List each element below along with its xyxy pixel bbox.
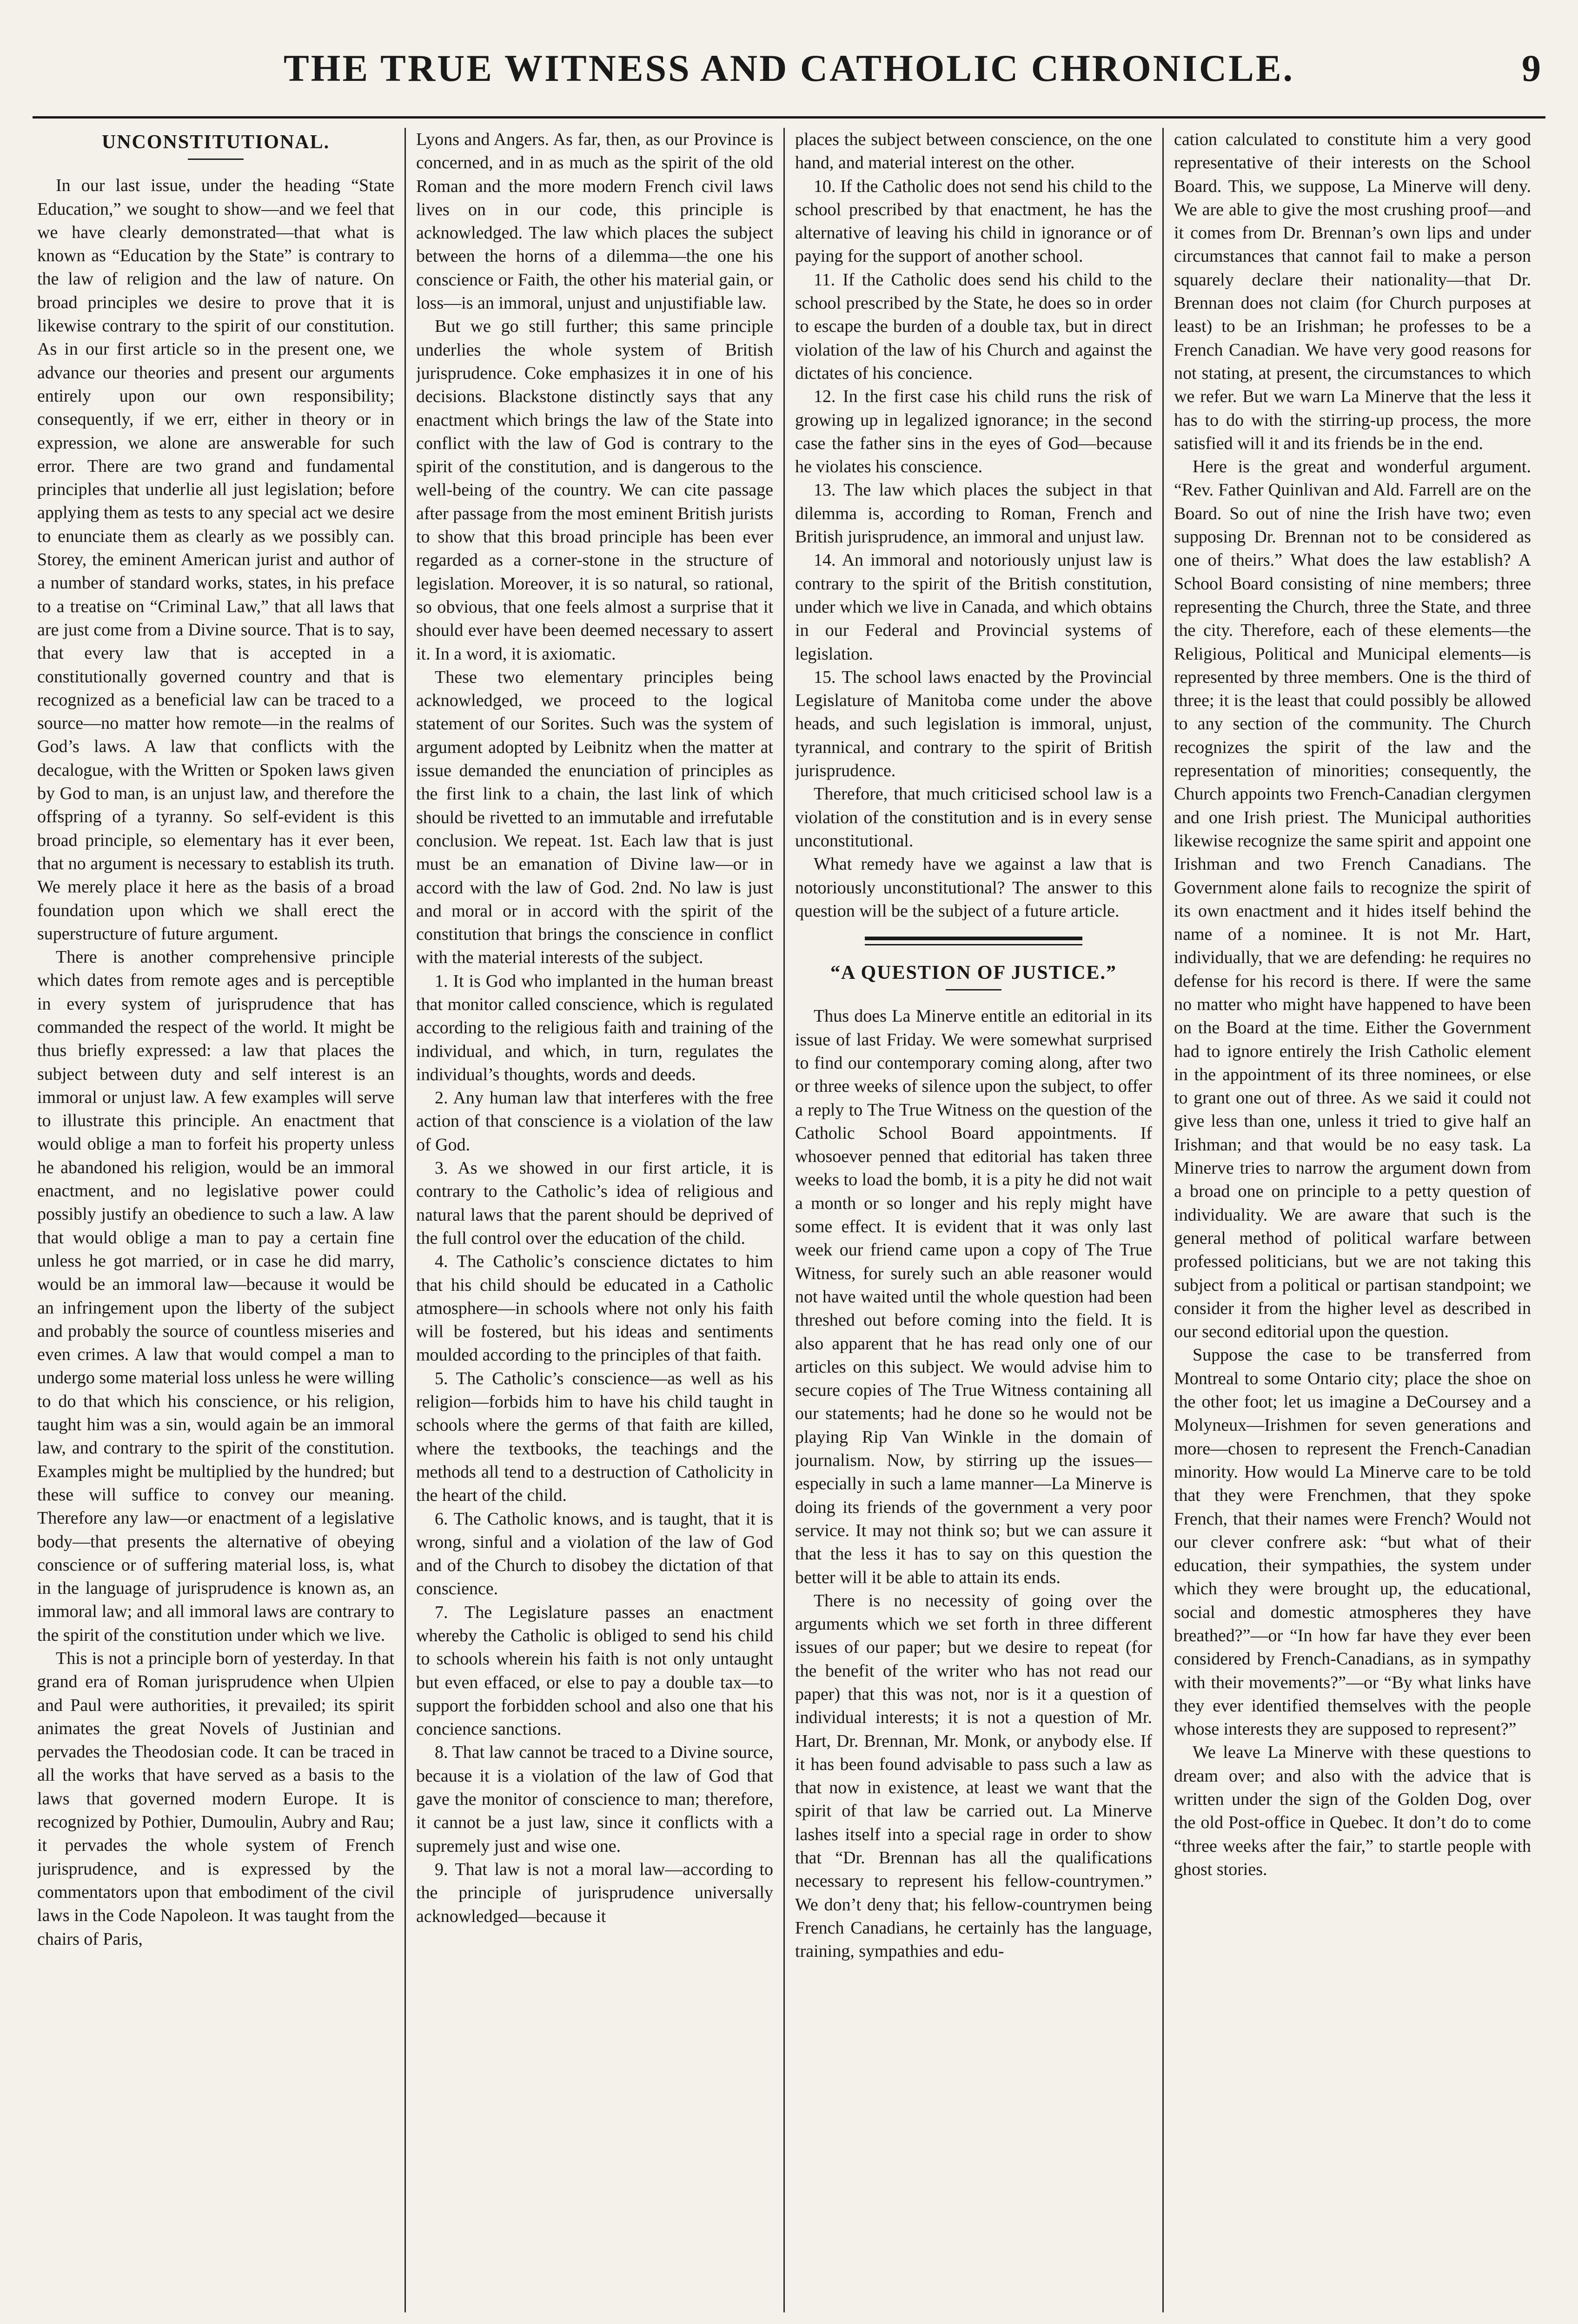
paragraph: But we go still further; this same principle underlies the whole system of British jurisprudence. Coke emphasizes it in one of his decisions. Blackstone distinctly says that any enactment which brings the law of the State into conflict with the law of God is contrary to the spirit of the constitution, and is dangerous to the well-being of the country. We can cite passage after passage from the most eminent British jurists to show that this broad principle has been ever regarded as a corner-stone in the structure of legislation. Moreover, it is so natural, so rational, so obvious, that one feels almost a surprise that it should ever have been deemed necessary to assert it. In a word, it is axiomatic. <box>416 317 773 664</box>
divider-thin-rule <box>865 944 1082 945</box>
article-heading-unconstitutional: UNCONSTITUTIONAL. <box>101 132 330 153</box>
column-1 <box>37 128 394 2312</box>
paragraph: Suppose the case to be transferred from Montreal to some Ontario city; place the shoe on the other foot; let us imagine a DeCoursey and a Molyneux—Irishmen for seven generations and more—chosen to represent the French-Canadian minority. How would La Minerve care to be told that they were Frenchmen, that they spoke French, that their names were French? Would not our clever confrere ask: “but what of their education, their sympathies, the system under which they were brought up, the educational, social and domestic atmospheres they have breathed?”—or “In how far have they ever been considered by French-Canadians, as in sympathy with their movements?”—or “By what links have they ever identified themselves with the people whose interests they are supposed to represent?” <box>1174 1345 1531 1739</box>
heading-rule <box>946 989 1001 990</box>
paragraph: 8. That law cannot be traced to a Divine source, because it is a violation of the law of God that gave the monitor of conscience to man; therefore, it cannot be a just law, since it conflicts with a supremely just and wise one. <box>416 1743 773 1856</box>
masthead <box>33 28 1545 119</box>
column-rule <box>1162 128 1164 2312</box>
column-4 <box>1174 128 1531 2312</box>
column-rule <box>783 128 785 2312</box>
paragraph: 15. The school laws enacted by the Provincial Legislature of Manitoba come under the above heads, and such legislation is immoral, unjust, tyrannical, and contrary to the spirit of British jurisprudence. <box>795 667 1152 781</box>
paragraph: In our last issue, under the heading “State Education,” we sought to show—and we feel that we have clearly demonstrated—that what is known as “Education by the State” is contrary to the law of religion and the law of nature. On broad principles we desire to prove that it is likewise contrary to the spirit of our constitution. As in our first article so in the present one, we advance our theories and present our arguments entirely upon our own responsibility; consequently, if we err, either in theory or in expression, we alone are answerable for such error. There are two grand and fundamental principles that underlie all just legislation; before applying them as tests to any special act we desire to enunciate them as clearly as we possibly can. Storey, the eminent American jurist and author of a number of standard works, states, in his preface to a treatise on “Criminal Law,” that all laws that are just come from a Divine source. That is to say, that every law that is accepted in a constitutionally governed country and that is recognized as a beneficial law can be traced to a source—no matter how remote—in the realms of God’s laws. A law that conflicts with the decalogue, with the Written or Spoken laws given by God to man, is an unjust law, and therefore the offspring of a tyranny. So self-evident is this broad principle, so elementary has it ever been, that no argument is necessary to establish its truth. We merely place it here as the basis of a broad foundation upon which we shall erect the superstructure of future argument. <box>37 176 394 944</box>
paragraph: What remedy have we against a law that is notoriously unconstitutional? The answer to this question will be the subject of a future article. <box>795 854 1152 921</box>
paragraph: There is no necessity of going over the arguments which we set forth in three different issues of our paper; but we desire to repeat (for the benefit of the writer who has not read our paper) that this was not, nor is it a question of individual interests; it is not a question of Mr. Hart, Dr. Brennan, Mr. Monk, or anybody else. If it has been found advisable to pass such a law as that now in existence, at least we want that the spirit of that law be carried out. La Minerve lashes itself into a special rage in order to show that “Dr. Brennan has all the qualifications necessary to represent his fellow-countrymen.” We don’t deny that; his fellow-countrymen being French Canadians, he certainly has the language, training, sympathies and edu- <box>795 1591 1152 1961</box>
paragraph: 12. In the first case his child runs the risk of growing up in legalized ignorance; in the second case the father sins in the eyes of God—because he violates his conscience. <box>795 387 1152 477</box>
column-3 <box>795 128 1152 2312</box>
column-2 <box>416 128 773 2312</box>
masthead-title: THE TRUE WITNESS AND CATHOLIC CHRONICLE. <box>283 47 1295 89</box>
paragraph: 1. It is God who implanted in the human breast that monitor called conscience, which is regulated according to the religious faith and training of the individual, and which, in turn, regulates the individual’s thoughts, words and deeds. <box>416 971 773 1084</box>
paragraph: These two elementary principles being acknowledged, we proceed to the logical statement of our Sorites. Such was the system of argument adopted by Leibnitz when the matter at issue demanded the enunciation of principles as the first link to a chain, the last link of which should be rivetted to an immutable and irrefutable conclusion. We repeat. 1st. Each law that is just must be an emanation of Divine law—or in accord with the law of God. 2nd. No law is just and moral or in accord with the spirit of the constitution that brings the conscience in conflict with the material interests of the subject. <box>416 667 773 968</box>
paragraph: We leave La Minerve with these questions to dream over; and also with the advice that is written under the sign of the Golden Dog, over the old Post-office in Quebec. It don’t do to come “three weeks after the fair,” to startle people with ghost stories. <box>1174 1743 1531 1879</box>
paragraph: 4. The Catholic’s conscience dictates to him that his child should be educated in a Catholic atmosphere—in schools where not only his faith will be fostered, but his ideas and sentiments moulded according to the principles of that faith. <box>416 1252 773 1365</box>
divider-thick-rule <box>865 937 1082 940</box>
paragraph: 3. As we showed in our first article, it is contrary to the Catholic’s idea of religious and natural laws that the parent should be deprived of the full control over the education of the child. <box>416 1158 773 1248</box>
paragraph: Therefore, that much criticised school law is a violation of the constitution and is in every sense unconstitutional. <box>795 784 1152 851</box>
paragraph: There is another comprehensive principle which dates from remote ages and is perceptible in every system of jurisprudence that has commanded the respect of the world. It might be thus briefly expressed: a law that places the subject between duty and self interest is an immoral or unjust law. A few examples will serve to illustrate this principle. An enactment that would oblige a man to forfeit his property unless he abandoned his religion, would be an immoral enactment, and no legislative power could possibly justify an obedience to such a law. A law that would oblige a man to pay a certain fine unless he got married, or in case he did marry, would be an immoral law—because it would be an infringement upon the liberty of the subject and probably the source of countless miseries and even crimes. A law that would compel a man to undergo some material loss unless he were willing to do that which his conscience, or his religion, taught him was a sin, would again be an immoral law, and contrary to the spirit of the constitution. Examples might be multiplied by the hundred; but these will suffice to convey our meaning. Therefore any law—or enactment of a legislative body—that presents the alternative of obeying conscience or of suffering material loss, is, what in the language of jurisprudence is known as, an immoral law; and all immoral laws are contrary to the spirit of the constitution under which we live. <box>37 947 394 1645</box>
paragraph: 6. The Catholic knows, and is taught, that it is wrong, sinful and a violation of the law of God and of the Church to disobey the dictation of that conscience. <box>416 1509 773 1599</box>
paragraph: 11. If the Catholic does send his child to the school prescribed by the State, he does so in order to escape the burden of a double tax, but in direct violation of the law of his Church and against the dictates of his concience. <box>795 270 1152 383</box>
article-heading-question-of-justice: “A QUESTION OF JUSTICE.” <box>830 962 1117 984</box>
paragraph: Lyons and Angers. As far, then, as our Province is concerned, and in as much as the spirit of the old Roman and the more modern French civil laws lives on in our code, this principle is acknowledged. The law which places the subject between the horns of a dilemma—the one his conscience or Faith, the other his material gain, or loss—is an immoral, unjust and unjustifiable law. <box>416 130 773 313</box>
paragraph: places the subject between conscience, on the one hand, and material interest on the other. <box>795 130 1152 173</box>
heading-rule <box>188 158 244 160</box>
paragraph: 9. That law is not a moral law—according to the principle of jurisprudence universally acknowledged—because it <box>416 1859 773 1926</box>
paragraph: 5. The Catholic’s conscience—as well as his religion—forbids him to have his child taught in schools where the germs of that faith are killed, where the textbooks, the teachings and the methods all tend to a destruction of Catholicity in the heart of the child. <box>416 1368 773 1505</box>
paragraph: 14. An immoral and notoriously unjust law is contrary to the spirit of the British constitution, under which we live in Canada, and which obtains in our Federal and Provincial systems of legislation. <box>795 550 1152 664</box>
paragraph: This is not a principle born of yesterday. In that grand era of Roman jurisprudence when Ulpien and Paul were authorities, it prevailed; its spirit animates the great Novels of Justinian and pervades the Theodosian code. It can be traced in all the works that have served as a basis to the laws that governed modern Europe. It is recognized by Pothier, Dumoulin, Aubry and Rau; it pervades the whole system of French jurisprudence, and is expressed by the commentators upon that embodiment of the civil laws in the Code Napoleon. It was taught from the chairs of Paris, <box>37 1649 394 1949</box>
paragraph: cation calculated to constitute him a very good representative of their interests on the School Board. This, we suppose, La Minerve will deny. We are able to give the most crushing proof—and it comes from Dr. Brennan’s own lips and under circumstances that cannot fail to make a person squarely declare their nationality—that Dr. Brennan does not claim (for Church purposes at least) to be an Irishman; he professes to be a French Canadian. We have very good reasons for not stating, at present, the circumstances to which we refer. But we warn La Minerve that the less it has to do with the stirring-up process, the more satisfied will it and its friends be in the end. <box>1174 130 1531 453</box>
article-divider <box>795 937 1152 945</box>
paragraph: 7. The Legislature passes an enactment whereby the Catholic is obliged to send his child to schools wherein his faith is not only untaught but even effaced, or else to pay a double tax—to support the forbidden school and also one that his concience sanctions. <box>416 1602 773 1739</box>
paragraph: Here is the great and wonderful argument. “Rev. Father Quinlivan and Ald. Farrell are on the Board. So out of nine the Irish have two; even supposing Dr. Brennan not to be considered as one of theirs.” What does the law establish? A School Board consisting of nine members; three representing the Church, three the State, and three the city. Therefore, each of these elements—the Religious, Political and Municipal elements—is represented by three members. One is the third of three; it is the least that could possibly be allowed to any section of the community. The Church recognizes the spirit of the law and the representation of minorities; consequently, the Church appoints two French-Canadian clergymen and one Irish priest. The Municipal authorities likewise recognize the same spirit and appoint one Irishman and two French Canadians. The Government alone fails to recognize the spirit of its own enactment and it hides itself behind the name of a nominee. It is not Mr. Hart, individually, that we are defending: he requires no defense for his record is there. If were the same no matter who might have happened to have been on the Board at the time. Either the Government had to ignore entirely the Irish Catholic element in the appointment of its three nominees, or else to grant one out of three. As we said it could not give less than one, unless it tried to give half an Irishman; and that would be no easy task. La Minerve tries to narrow the argument down from a broad one on principle to a petty question of individuality. We are aware that such is the general method of political warfare between professed politicians, but we are not taking this subject from a political or partisan standpoint; we consider it from the higher level as described in our second editorial upon the question. <box>1174 457 1531 1342</box>
column-rule <box>404 128 406 2312</box>
paragraph: 13. The law which places the subject in that dilemma is, according to Roman, French and British jurisprudence, an immoral and unjust law. <box>795 480 1152 547</box>
paragraph: 2. Any human law that interferes with the free action of that conscience is a violation of the law of God. <box>416 1088 773 1155</box>
paragraph: 10. If the Catholic does not send his child to the school prescribed by that enactment, he has the alternative of leaving his child in ignorance or of paying for the support of another school. <box>795 176 1152 266</box>
page-number: 9 <box>1522 47 1541 89</box>
paragraph: Thus does La Minerve entitle an editorial in its issue of last Friday. We were somewhat surprised to find our contemporary coming along, after two or three weeks of silence upon the subject, to offer a reply to The True Witness on the question of the Catholic School Board appointments. If whosoever penned that editorial has taken three weeks to load the bomb, it is a pity he did not wait a month or so longer and his reply might have some effect. It is evident that it was only last week our friend came upon a copy of The True Witness, for surely such an able reasoner would not have waited until the whole question had been threshed out before coming into the field. It is also apparent that he has read only one of our articles on this subject. We would advise him to secure copies of The True Witness containing all our statements; had he done so he would not be playing Rip Van Winkle in the domain of journalism. Now, by stirring up the issues—especially in such a lame manner—La Minerve is doing its friends of the government a very poor service. It may not think so; but we can assure it that the less it has to say on this question the better will it be able to attain its ends. <box>795 1006 1152 1587</box>
